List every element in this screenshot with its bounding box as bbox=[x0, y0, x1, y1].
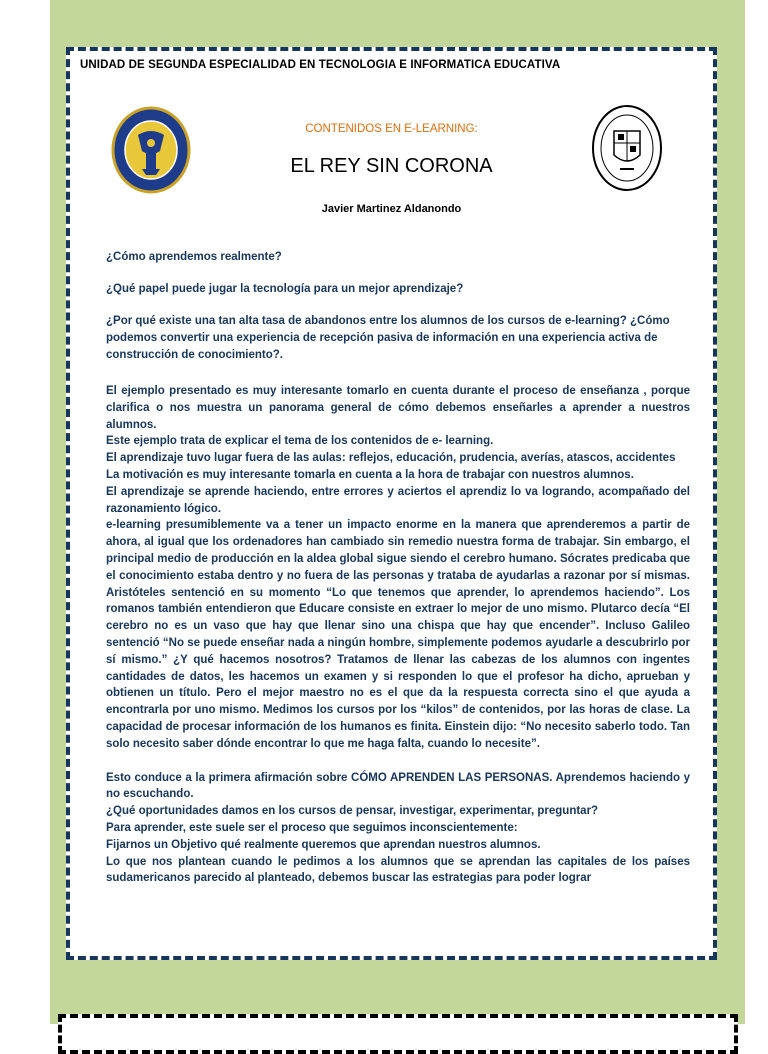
paragraph: Fijarnos un Objetivo qué realmente queremos que aprendan nuestros alumnos. bbox=[106, 838, 541, 851]
university-seal-logo bbox=[110, 105, 192, 195]
next-page-top bbox=[58, 1014, 738, 1054]
author-name: Javier Martinez Aldanondo bbox=[321, 203, 462, 215]
paragraph: Esto conduce a la primera afirmación sobre CÓMO APRENDEN LAS PERSONAS. Aprendemos haciendo y no escuchando. bbox=[106, 771, 690, 801]
body-text bbox=[106, 383, 690, 887]
paragraph: e-learning presumiblemente va a tener un impacto enorme en la manera que aprenderemos a partir de ahora, al igual que los ordenadores han cambiado sin remedio nuestra forma de trabajar. Sin embargo, el principal medio de producción en la aldea global sigue siendo el cerebro humano. Sócrates predicaba que el conocimiento estaba dentro y no fuera de las personas y trataba de ayudarlas a razonar por sí mismas. Aristóteles sentenció en su momento “Lo que tenemos que aprender, lo aprendemos haciendo”. Los romanos también entendieron que Educare consiste en extraer lo mejor de uno mismo. Plutarco decía “El cerebro no es un vaso que hay que llenar sino una chispa que hay que encender”. Incluso Galileo sentenció “No se puede enseñar nada a ningún hombre, simplemente podemos ayudarle a descubrirlo por sí mismo.” ¿Y qué hacemos nosotros? Tratamos de llenar las cabezas de los alumnos con ingentes cantidades de datos, les hacemos un examen y si responden lo que el profesor ha dicho, aprueban y obtienen un título. Pero el mejor maestro no es el que da la respuesta correcta sino el que ayuda a encontrarla por uno mismo. Medimos los cursos por los “kilos” de contenidos, por las horas de clase. La capacidad de procesar información de los humanos es finita. Einstein dijo: “No necesito saberlo todo. Tan solo necesito saber dónde encontrar lo que me haga falta, cuando lo necesite”. bbox=[106, 519, 690, 750]
document-page bbox=[66, 47, 717, 960]
faculty-seal-logo bbox=[590, 103, 664, 193]
right-margin bbox=[745, 0, 768, 1024]
paragraph: La motivación es muy interesante tomarla en cuenta a la hora de trabajar con nuestros alumnos. bbox=[106, 468, 634, 481]
paragraph: El aprendizaje se aprende haciendo, entre errores y aciertos el aprendiz lo va logrando, acompañado del razonamiento lógico. bbox=[106, 485, 690, 515]
paragraph: Este ejemplo trata de explicar el tema de los contenidos de e- learning. bbox=[106, 435, 494, 448]
left-margin bbox=[0, 0, 50, 1024]
question-3: ¿Por qué existe una tan alta tasa de abandonos entre los alumnos de los cursos de e-learning? ¿Cómo podemos convertir una experiencia de recepción pasiva de información en una experiencia activa de construcción de conocimiento?. bbox=[106, 315, 670, 361]
paragraph: El ejemplo presentado es muy interesante tomarlo en cuenta durante el proceso de enseñanza , porque clarifica o nos muestra un panorama general de cómo debemos enseñarles a aprender a nuestros alumnos. bbox=[106, 385, 690, 431]
paragraph: El aprendizaje tuvo lugar fuera de las aulas: reflejos, educación, prudencia, averías, atascos, accidentes bbox=[106, 452, 676, 465]
question-1: ¿Cómo aprendemos realmente? bbox=[106, 251, 282, 263]
document-title: EL REY SIN CORONA bbox=[290, 155, 493, 177]
paragraph: Lo que nos plantean cuando le pedimos a los alumnos que se aprendan las capitales de los países sudamericanos parecido al planteado, debemos buscar las estrategias para poder lograr bbox=[106, 855, 690, 885]
unit-header: UNIDAD DE SEGUNDA ESPECIALIDAD EN TECNOLOGIA E INFORMATICA EDUCATIVA bbox=[80, 59, 561, 71]
paragraph: ¿Qué oportunidades damos en los cursos de pensar, investigar, experimentar, preguntar? bbox=[106, 805, 599, 818]
question-2: ¿Qué papel puede jugar la tecnología para un mejor aprendizaje? bbox=[106, 283, 464, 295]
paragraph: Para aprender, este suele ser el proceso que seguimos inconscientemente: bbox=[106, 821, 518, 834]
section-subtitle: CONTENIDOS EN E-LEARNING: bbox=[305, 123, 478, 135]
